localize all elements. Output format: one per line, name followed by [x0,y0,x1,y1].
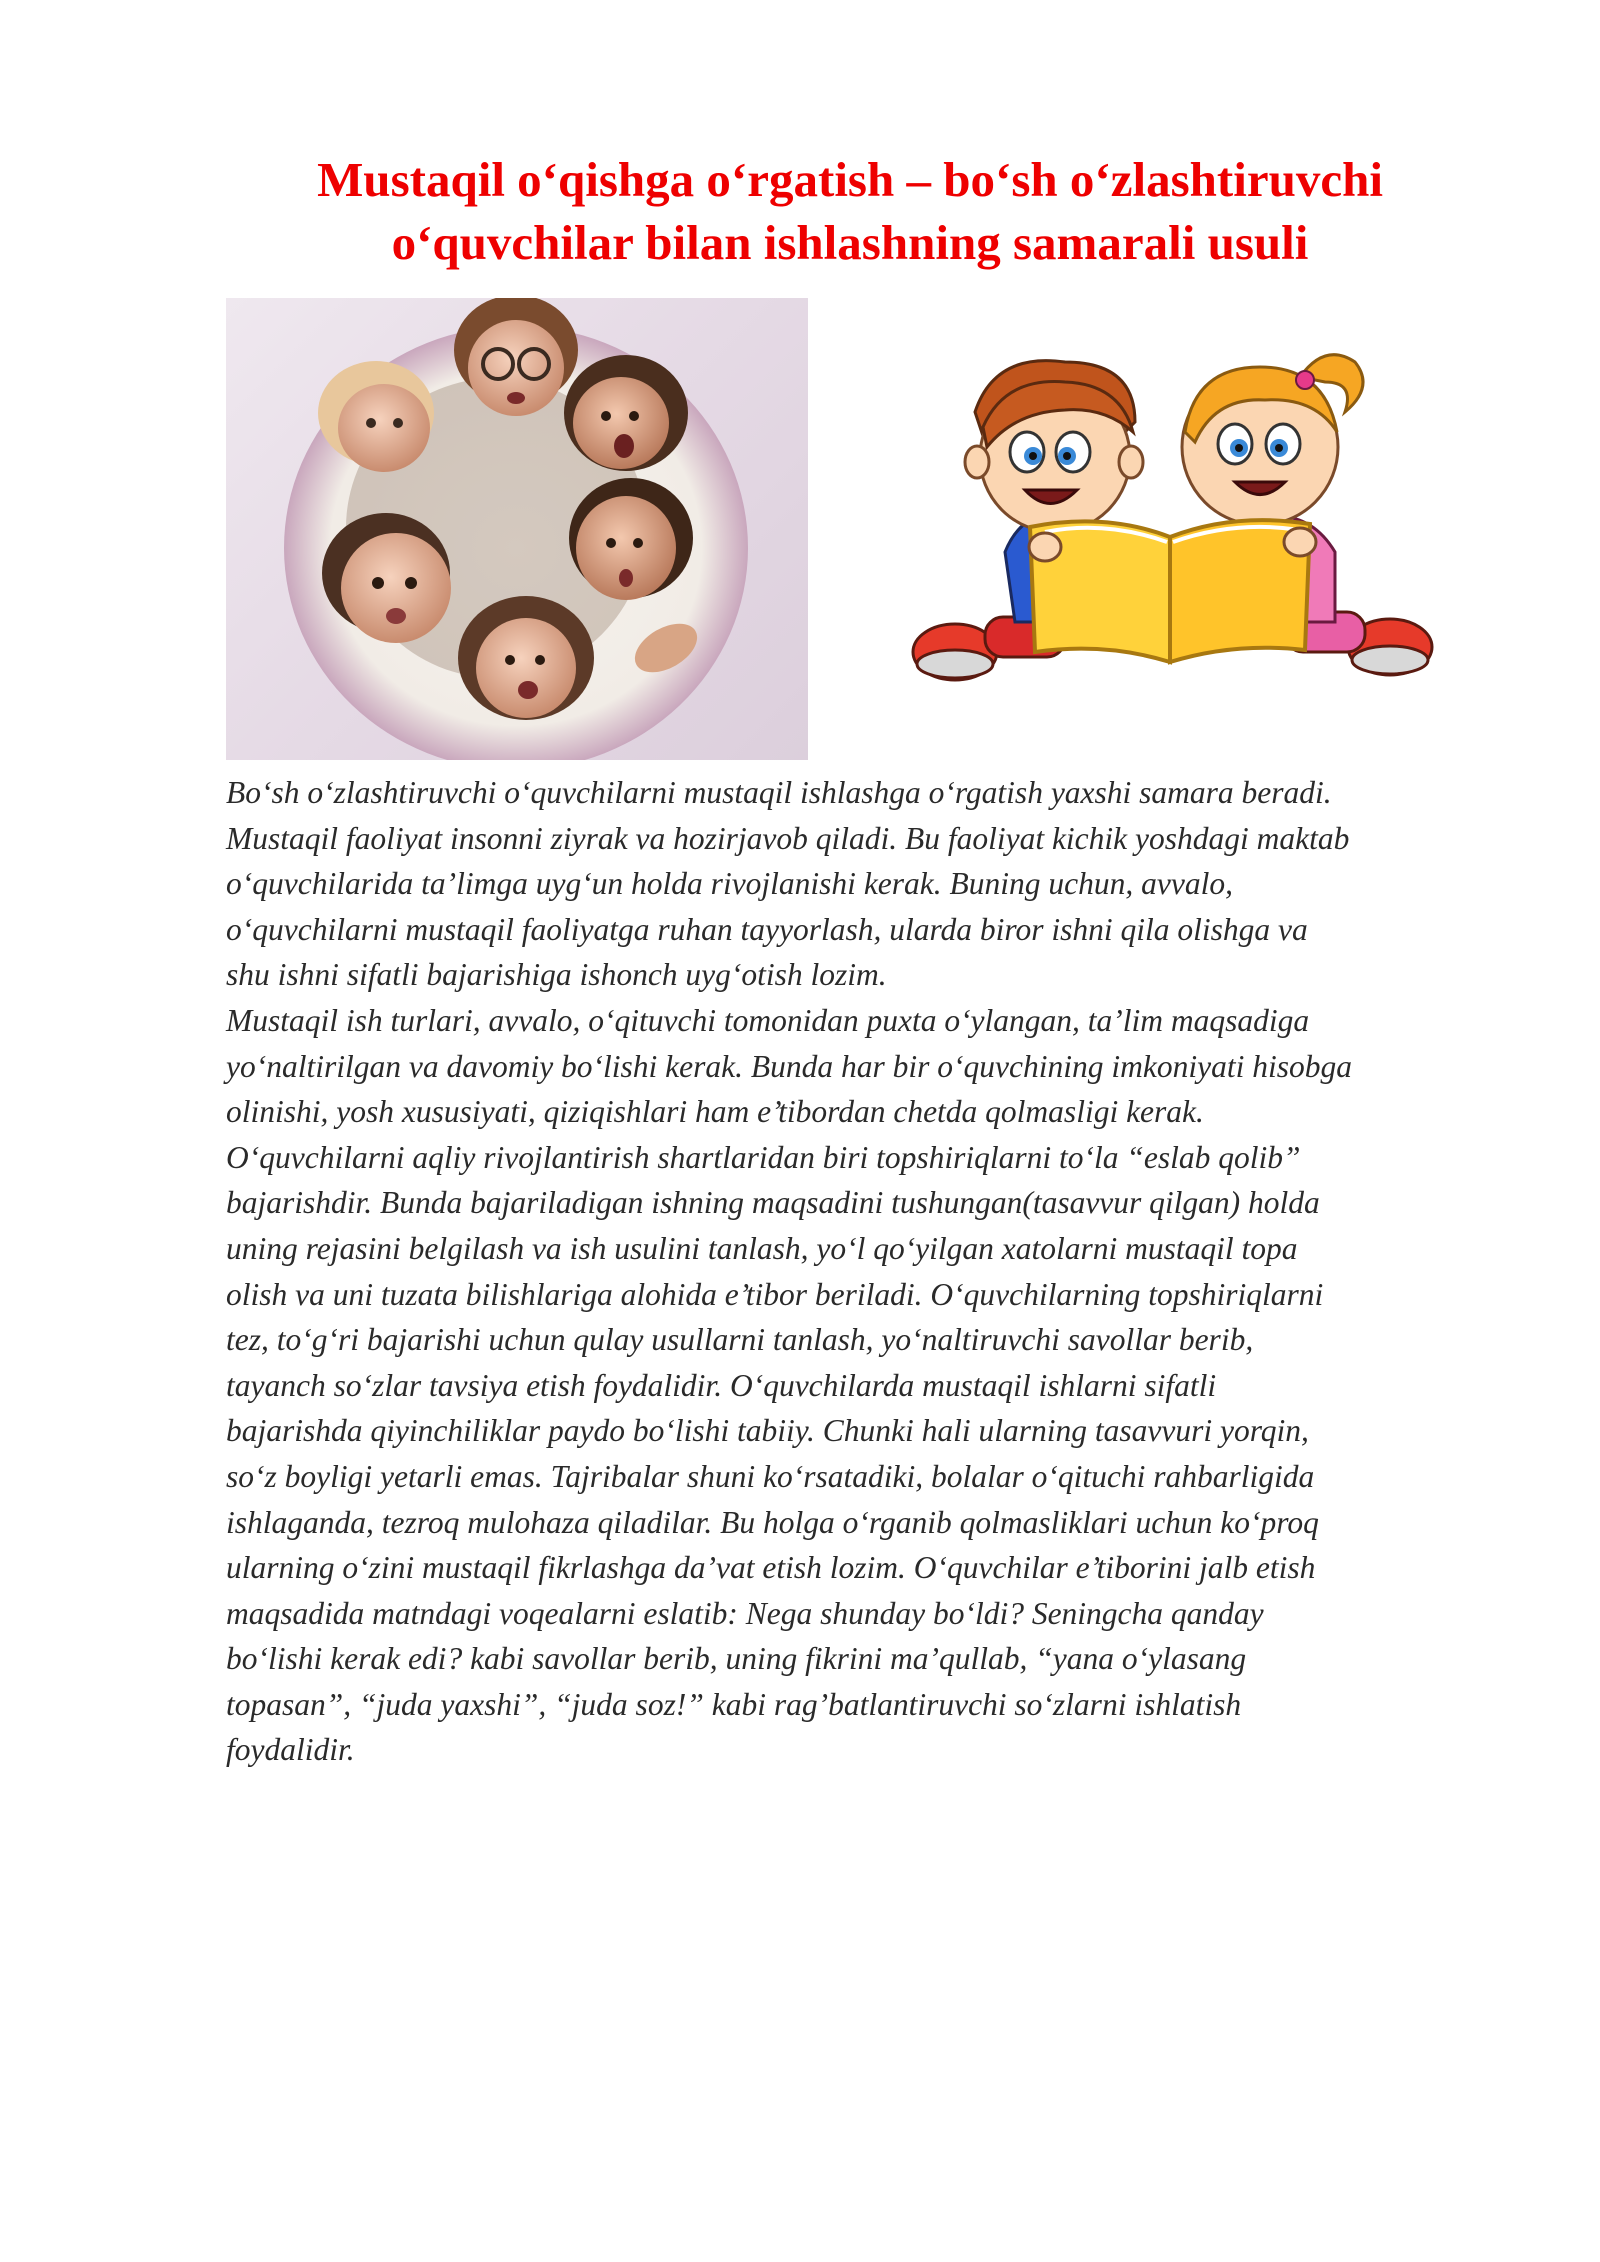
body-line: so‘z boyligi yetarli emas. Tajribalar shuni ko‘rsatadiki, bolalar o‘qituchi rahbarligida [226,1458,1315,1494]
body-line: o‘quvchilarni mustaqil faoliyatga ruhan tayyorlash, ularda biror ishni qila olishga va [226,911,1308,947]
title-line-2: o‘quvchilar bilan ishlashning samarali usuli [391,215,1309,270]
body-line: foydalidir. [226,1732,355,1768]
body-line: ishlaganda, tezroq mulohaza qiladilar. Bu holga o‘rganib qolmasliklari uchun ko‘proq [226,1504,1319,1540]
body-line: O‘quvchilarni aqliy rivojlantirish shartlaridan biri topshiriqlarni to‘la “eslab qolib” [226,1139,1301,1175]
body-line: ularning o‘zini mustaqil fikrlashga da’vat etish lozim. O‘quvchilar e’tiborini jalb etish [226,1550,1316,1586]
body-line: yo‘naltirilgan va davomiy bo‘lishi kerak. Bunda har bir o‘quvchining imkoniyati hisobga [226,1048,1352,1084]
kids-reading-illustration [905,352,1440,702]
body-line: Mustaqil faoliyat insonni ziyrak va hozirjavob qiladi. Bu faoliyat kichik yoshdagi maktab [226,820,1350,856]
children-circle-photo [226,298,808,760]
body-line: o‘quvchilarida ta’limga uyg‘un holda rivojlanishi kerak. Buning uchun, avvalo, [226,866,1233,902]
body-line: olinishi, yosh xususiyati, qiziqishlari ham e’tibordan chetda qolmasligi kerak. [226,1094,1204,1130]
document-title [180,148,1520,274]
body-line: tez, to‘g‘ri bajarishi uchun qulay usullarni tanlash, yo‘naltiruvchi savollar berib, [226,1322,1254,1358]
body-line: shu ishni sifatli bajarishiga ishonch uyg‘otish lozim. [226,957,887,993]
kids-reading-book-cartoon [905,352,1440,702]
body-line: Mustaqil ish turlari, avvalo, o‘qituvchi tomonidan puxta o‘ylangan, ta’lim maqsadiga [226,1002,1310,1038]
body-line: Bo‘sh o‘zlashtiruvchi o‘quvchilarni mustaqil ishlashga o‘rgatish yaxshi samara beradi. [226,775,1332,810]
body-line: bajarishdir. Bunda bajariladigan ishning maqsadini tushungan(tasavvur qilgan) holda [226,1185,1320,1221]
title-line-1: Mustaqil o‘qishga o‘rgatish – bo‘sh o‘zlashtiruvchi [317,152,1383,207]
body-line: maqsadida matndagi voqealarni eslatib: Nega shunday bo‘ldi? Seningcha qanday [226,1595,1264,1631]
body-line: tayanch so‘zlar tavsiya etish foydalidir. O‘quvchilarda mustaqil ishlarni sifatli [226,1367,1217,1403]
body-line: bo‘lishi kerak edi? kabi savollar berib, uning fikrini ma’qullab, “yana o‘ylasang [226,1641,1247,1677]
document-body [226,770,1476,1773]
body-line: uning rejasini belgilash va ish usulini tanlash, yo‘l qo‘yilgan xatolarni mustaqil topa [226,1230,1298,1266]
children-circle-illustration [226,298,808,760]
body-line: bajarishda qiyinchiliklar paydo bo‘lishi tabiiy. Chunki hali ularning tasavvuri yorqin, [226,1413,1309,1449]
body-line: olish va uni tuzata bilishlariga alohida e’tibor beriladi. O‘quvchilarning topshiriqlarni [226,1276,1324,1312]
body-line: topasan”, “juda yaxshi”, “juda soz!” kabi rag’batlantiruvchi so‘zlarni ishlatish [226,1686,1242,1722]
